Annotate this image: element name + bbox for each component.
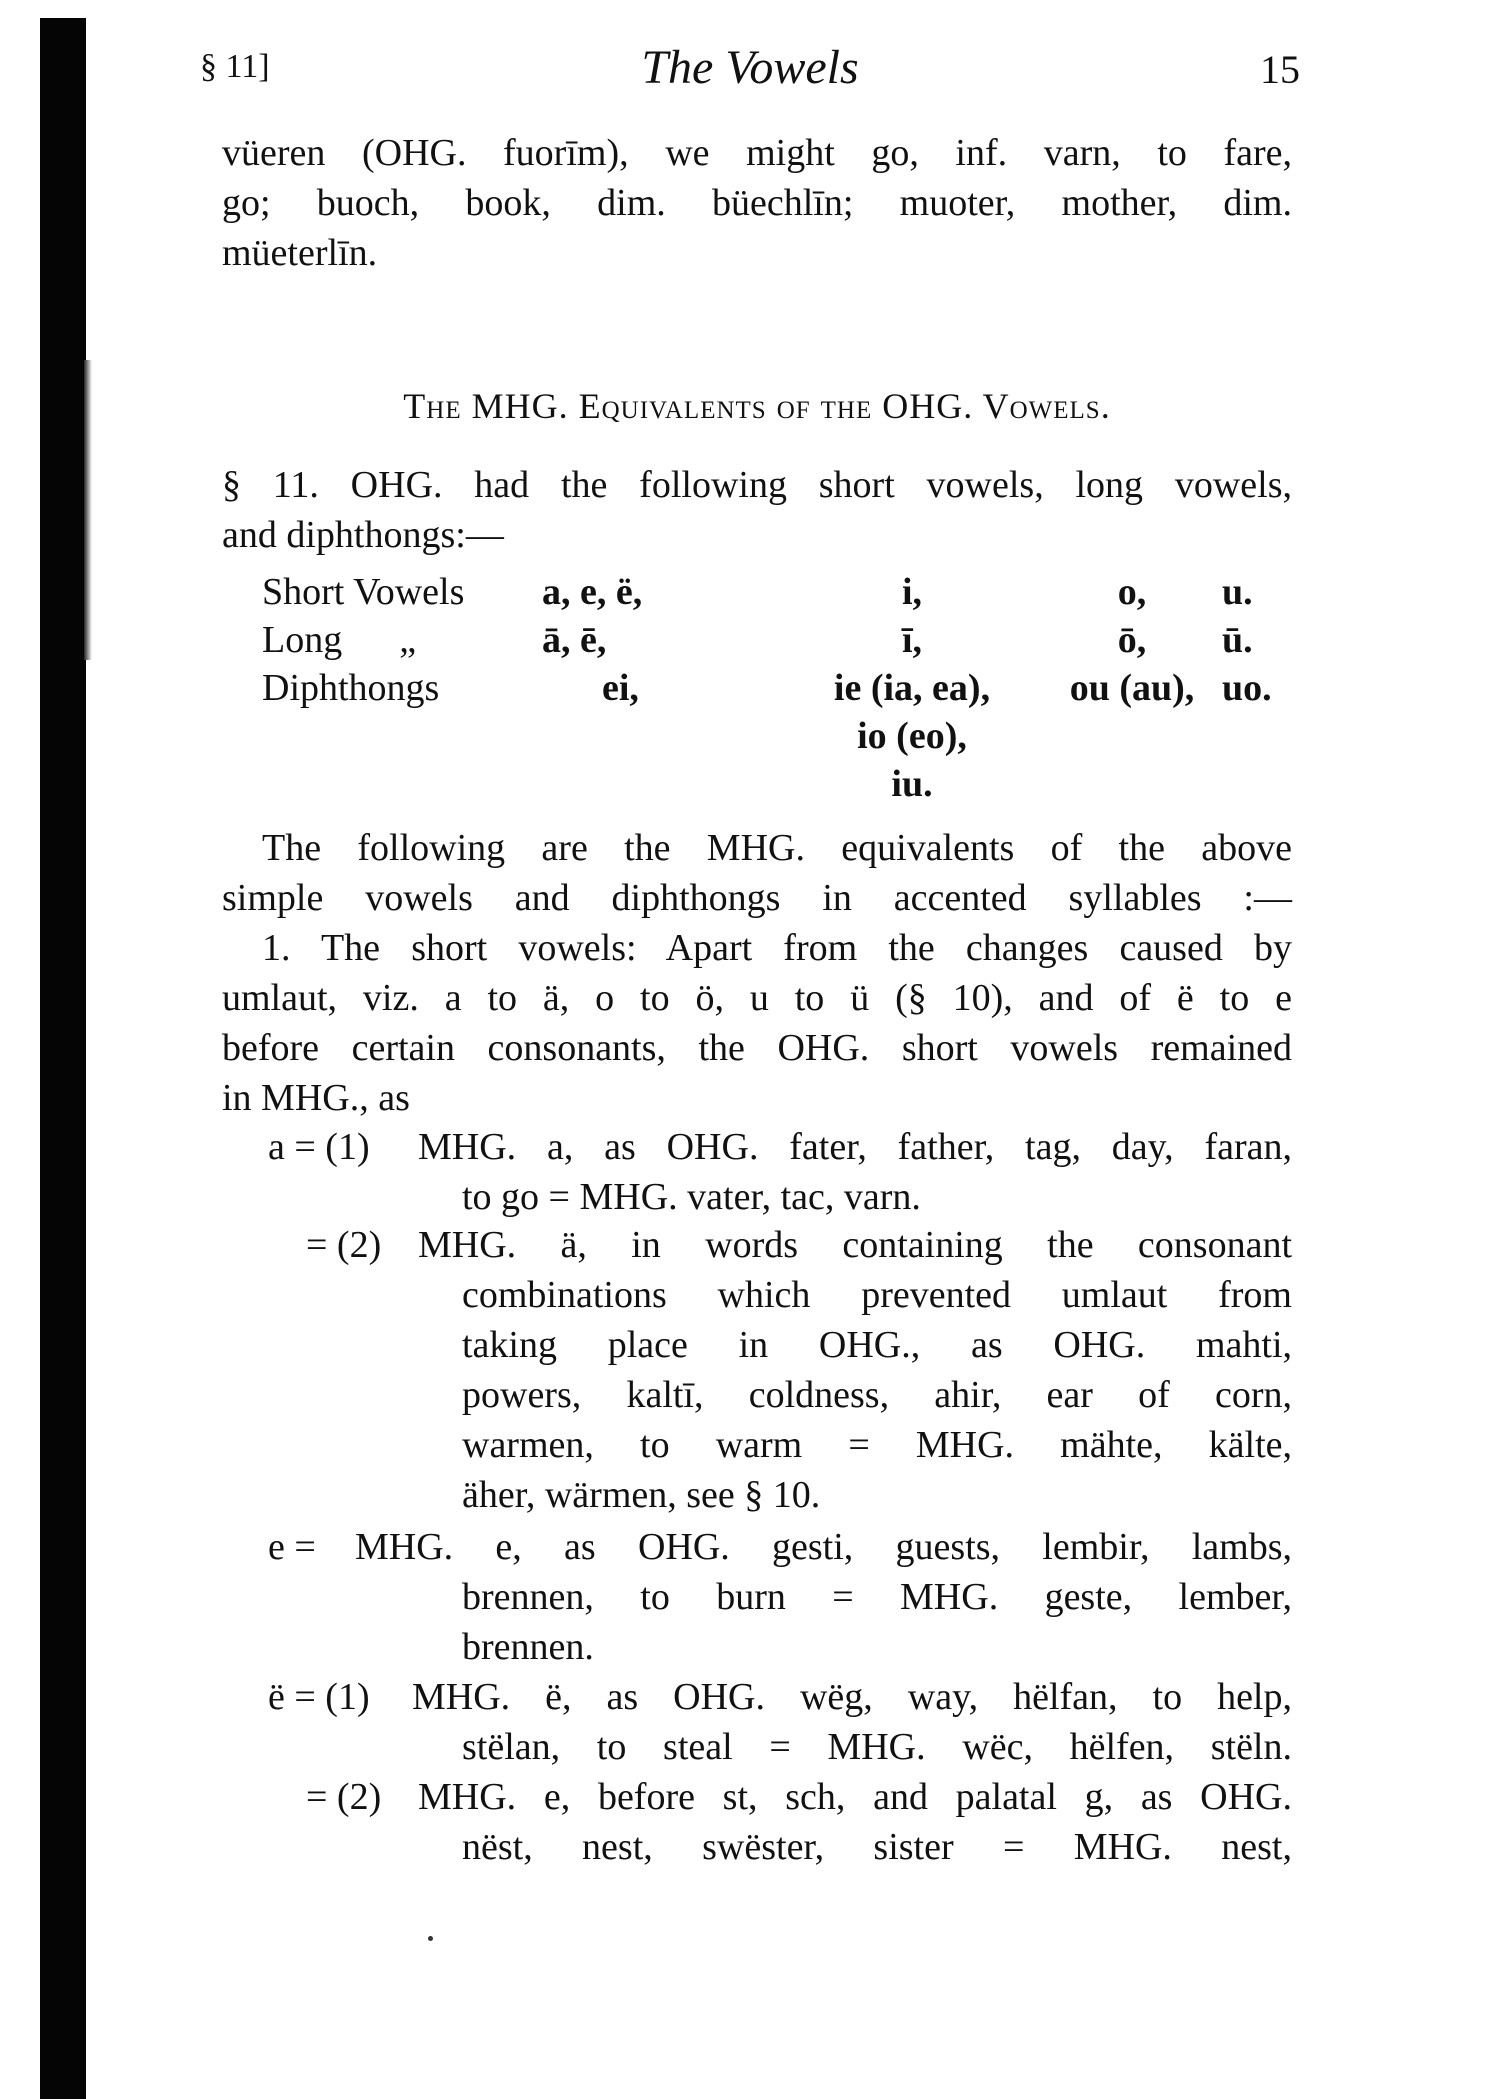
rule-lead-e-umlaut-2: = (2) bbox=[306, 1776, 382, 1818]
rule-line: brennen, to burn = MHG. geste, lember, bbox=[462, 1576, 1292, 1618]
rule-line: MHG. ä, in words containing the consonant bbox=[418, 1224, 1292, 1266]
page-number: 15 bbox=[1260, 47, 1300, 92]
table-cell: ū. bbox=[1222, 619, 1253, 661]
table-cell: io (eo), bbox=[857, 715, 967, 757]
text-line: vüeren (OHG. fuorīm), we might go, inf. varn, to fare, bbox=[222, 132, 1292, 174]
book-spine-shadow bbox=[40, 18, 86, 2099]
table-cell: u. bbox=[1222, 571, 1253, 613]
table-cell: o, bbox=[1117, 571, 1147, 613]
text-line: 1. The short vowels: Apart from the changes caused by bbox=[262, 927, 1292, 969]
rule-lead-e: e = bbox=[268, 1526, 316, 1568]
header-title: The Vowels bbox=[641, 41, 859, 94]
rule-lead-a1: a = (1) bbox=[268, 1126, 370, 1168]
table-row bbox=[262, 616, 1322, 664]
page-edge bbox=[84, 360, 92, 660]
row-label: Long „ bbox=[262, 619, 417, 661]
rule-line: MHG. e, before st, sch, and palatal g, as OHG. bbox=[418, 1776, 1292, 1818]
rule-line: MHG. a, as OHG. fater, father, tag, day, faran, bbox=[418, 1126, 1292, 1168]
text-line: müeterlīn. bbox=[222, 232, 378, 274]
rule-lead-e-umlaut-1: ë = (1) bbox=[268, 1676, 370, 1718]
vowel-table bbox=[262, 568, 1322, 808]
rule-line: äher, wärmen, see § 10. bbox=[462, 1474, 821, 1516]
rule-line: nëst, nest, swëster, sister = MHG. nest, bbox=[462, 1826, 1292, 1868]
rule-lead-a2: = (2) bbox=[306, 1224, 382, 1266]
row-label: Short Vowels bbox=[262, 571, 465, 613]
rule-line: MHG. e, as OHG. gesti, guests, lembir, lambs, bbox=[355, 1526, 1292, 1568]
text-line: go; buoch, book, dim. büechlīn; muoter, mother, dim. bbox=[222, 182, 1292, 224]
rule-line: stëlan, to steal = MHG. wëc, hëlfen, stëln. bbox=[462, 1726, 1292, 1768]
ink-speck bbox=[428, 1936, 433, 1941]
text-line: simple vowels and diphthongs in accented syllables :— bbox=[222, 877, 1292, 919]
table-cell: uo. bbox=[1222, 667, 1272, 709]
rule-line: powers, kaltī, coldness, ahir, ear of corn, bbox=[462, 1374, 1292, 1416]
running-header bbox=[200, 40, 1300, 100]
table-cell: ei, bbox=[602, 667, 639, 709]
table-cell: ā, ē, bbox=[542, 619, 607, 661]
rule-line: combinations which prevented umlaut from bbox=[462, 1274, 1292, 1316]
table-row bbox=[262, 568, 1322, 616]
table-cell: a, e, ë, bbox=[542, 571, 643, 613]
table-cell: ō, bbox=[1117, 619, 1147, 661]
table-cell: ie (ia, ea), bbox=[833, 667, 991, 709]
text-line: The following are the MHG. equivalents of the above bbox=[262, 827, 1292, 869]
text-line: umlaut, viz. a to ä, o to ö, u to ü (§ 10), and of ë to e bbox=[222, 977, 1292, 1019]
text-line: before certain consonants, the OHG. short vowels remained bbox=[222, 1027, 1292, 1069]
text-line: § 11. OHG. had the following short vowels, long vowels, bbox=[222, 464, 1292, 506]
table-cell: iu. bbox=[891, 763, 933, 805]
rule-line: warmen, to warm = MHG. mähte, kälte, bbox=[462, 1424, 1292, 1466]
table-cell: ou (au), bbox=[1069, 667, 1195, 709]
rule-line: to go = MHG. vater, tac, varn. bbox=[462, 1176, 921, 1218]
rule-line: taking place in OHG., as OHG. mahti, bbox=[462, 1324, 1292, 1366]
text-line: and diphthongs:— bbox=[222, 514, 504, 556]
table-row bbox=[262, 664, 1322, 712]
table-row bbox=[262, 760, 1322, 808]
table-row bbox=[262, 712, 1322, 760]
table-cell: ī, bbox=[901, 619, 923, 661]
text-line: in MHG., as bbox=[222, 1077, 410, 1119]
rule-line: MHG. ë, as OHG. wëg, way, hëlfan, to help, bbox=[412, 1676, 1292, 1718]
header-section: § 11] bbox=[200, 48, 270, 85]
section-heading: The MHG. Equivalents of the OHG. Vowels. bbox=[403, 386, 1111, 426]
rule-line: brennen. bbox=[462, 1626, 594, 1668]
row-label: Diphthongs bbox=[262, 667, 440, 709]
table-cell: i, bbox=[901, 571, 923, 613]
